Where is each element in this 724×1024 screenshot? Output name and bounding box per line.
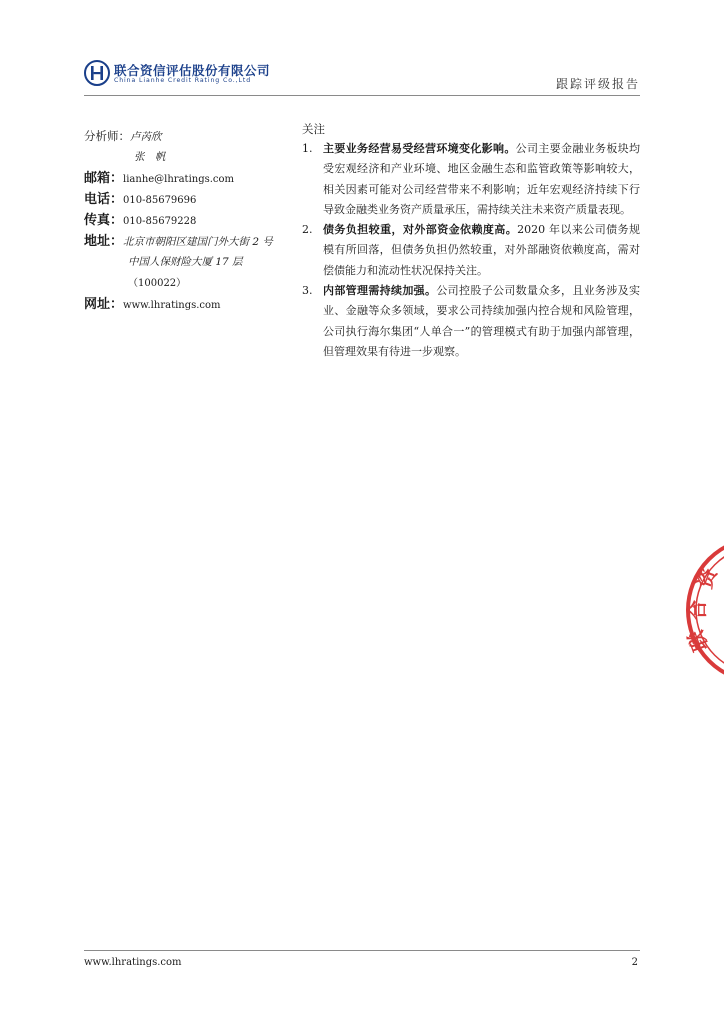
svg-text:资: 资 [692, 564, 722, 592]
company-name-en: China Lianhe Credit Rating Co.,Ltd [114, 77, 252, 84]
focus-item [302, 281, 640, 362]
address-postcode: （100022） [128, 278, 187, 289]
contact-block [84, 126, 294, 315]
footer-website[interactable]: www.lhratings.com [84, 957, 182, 968]
email-label: 邮箱： [84, 171, 124, 186]
focus-section [302, 119, 640, 362]
address-line: 北京市朝阳区建国门外大街 2 号 [123, 236, 273, 248]
lianhe-logo-icon [84, 60, 110, 86]
svg-text:合: 合 [685, 600, 709, 620]
focus-item [302, 139, 640, 220]
header-divider [84, 95, 640, 96]
fax-value: 010-85679228 [123, 216, 197, 227]
analyst-row [84, 126, 294, 147]
item-heading: 债务负担较重，对外部资金依赖度高。 [323, 223, 518, 237]
analyst-label: 分析师： [84, 129, 130, 143]
item-body: 公司主要金融业务板块均受宏观经济和产业环境、地区金融生态和监管政策等影响较大，相关因素可能对公司经营带来不利影响；近年宏观经济持续下行导致金融类业务资产质量承压，需持续关注未来资产质量表现。 [323, 142, 641, 216]
phone-value: 010-85679696 [123, 195, 197, 206]
address-row [84, 231, 294, 252]
email-value[interactable]: lianhe@lhratings.com [123, 174, 235, 185]
fax-row [84, 210, 294, 231]
address-label: 地址： [84, 234, 124, 249]
fax-label: 传真： [84, 213, 124, 228]
address-row-2 [84, 252, 294, 273]
item-number: 3. [302, 284, 313, 298]
page-header [84, 58, 640, 94]
focus-title: 关注 [302, 122, 325, 136]
website-label: 网址： [84, 297, 124, 312]
item-body: 2020 年以来公司债务规模有所回落，但债务负担仍然较重，对外部融资依赖度高，需对偿债能力和流动性状况保持关注。 [323, 223, 640, 277]
analyst-name: 卢芮欣 [130, 131, 162, 143]
analyst-row-2 [84, 147, 294, 168]
website-link[interactable]: www.lhratings.com [123, 300, 221, 311]
email-row [84, 168, 294, 189]
svg-text:联: 联 [683, 627, 713, 655]
item-heading: 主要业务经营易受经营环境变化影响。 [323, 142, 516, 155]
phone-label: 电话： [84, 192, 124, 207]
address-row-3 [84, 273, 294, 294]
company-name-cn: 联合资信评估股份有限公司 [114, 63, 271, 78]
item-number: 2. [302, 223, 313, 237]
item-heading: 内部管理需持续加强。 [323, 284, 437, 298]
focus-item [302, 220, 640, 281]
report-type: 跟踪评级报告 [555, 77, 640, 91]
phone-row [84, 189, 294, 210]
company-seal-icon [680, 520, 724, 700]
item-number: 1. [302, 142, 313, 155]
page-number: 2 [631, 957, 638, 968]
analyst-name: 张 帆 [134, 151, 166, 163]
website-row [84, 294, 294, 315]
footer-divider [84, 950, 640, 951]
address-line: 中国人保财险大厦 17 层 [128, 256, 243, 268]
item-body: 公司控股子公司数量众多，且业务涉及实业、金融等众多领域，要求公司持续加强内控合规和风险管理，公司执行海尔集团“人单合一”的管理模式有助于加强内部管理，但管理效果有待进一步观察。 [323, 284, 641, 358]
